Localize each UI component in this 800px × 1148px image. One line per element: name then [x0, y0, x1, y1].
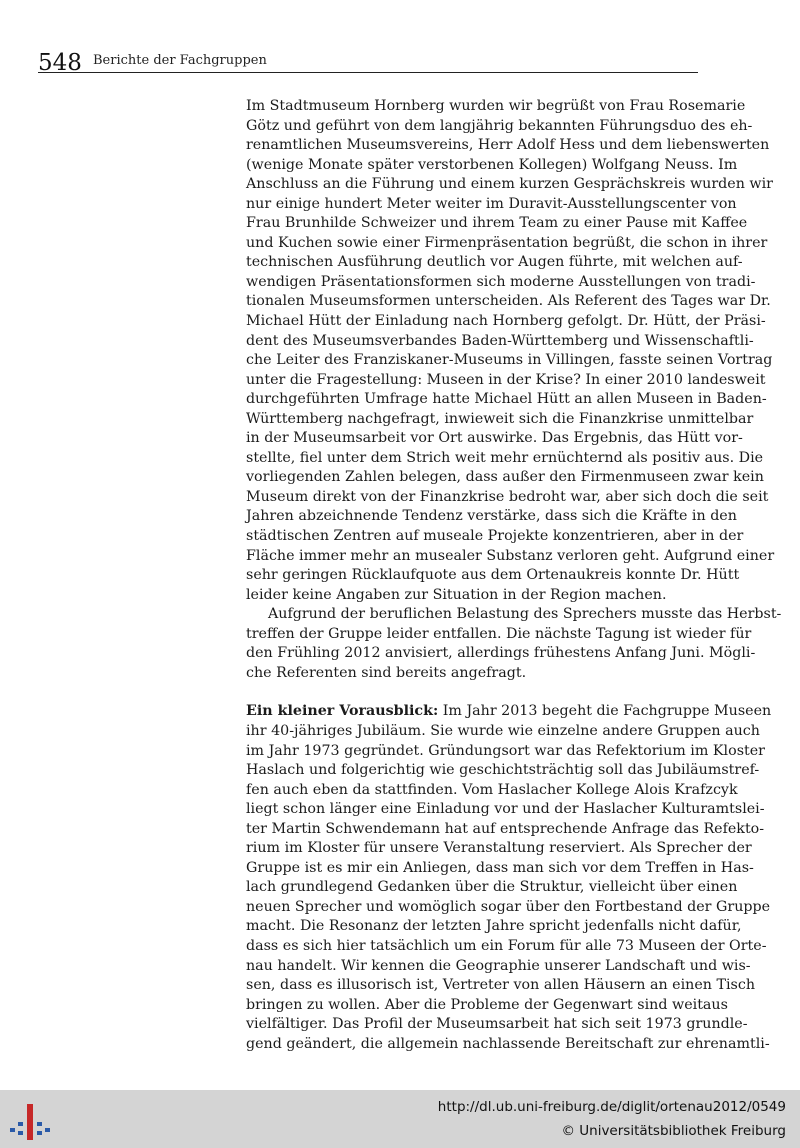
text-line: (wenige Monate später verstorbenen Kollegen) Wolfgang Neuss. Im	[246, 156, 738, 173]
text-line: Württemberg nachgefragt, inwieweit sich die Finanzkrise unmittelbar	[246, 410, 754, 427]
text-line: Im Stadtmuseum Hornberg wurden wir begrüßt von Frau Rosemarie	[246, 98, 746, 114]
body-text	[246, 97, 782, 1054]
text-line: Fläche immer mehr an musealer Substanz verloren geht. Aufgrund einer	[246, 547, 775, 564]
text-line: Museum direkt von der Finanzkrise bedroht war, aber sich doch die seit	[246, 488, 769, 505]
page-header	[38, 50, 698, 76]
text-line: rium im Kloster für unsere Veranstaltung reserviert. Als Sprecher der	[246, 840, 752, 857]
text-line: macht. Die Resonanz der letzten Jahre spricht jedenfalls nicht dafür,	[246, 918, 742, 935]
copyright-notice: © Universitätsbibliothek Freiburg	[561, 1123, 786, 1139]
text-line: tionalen Museumsformen unterscheiden. Als Referent des Tages war Dr.	[246, 293, 771, 310]
text-line: nau handelt. Wir kennen die Geographie unserer Landschaft und wis-	[246, 957, 751, 974]
text-line: vielfältiger. Das Profil der Museumsarbeit hat sich seit 1973 grundle-	[246, 1016, 748, 1033]
text-line: lach grundlegend Gedanken über die Struktur, vielleicht über einen	[246, 879, 738, 896]
text-line: neuen Sprecher und womöglich sogar über den Fortbestand der Gruppe	[246, 898, 771, 915]
text-line: Frau Brunhilde Schweizer und ihrem Team zu einer Pause mit Kaffee	[246, 215, 748, 232]
paragraph-herbsttreffen	[246, 605, 782, 683]
text-line: che Leiter des Franziskaner-Museums in Villingen, fasste seinen Vortrag	[246, 352, 773, 369]
text-line: che Referenten sind bereits angefragt.	[246, 664, 527, 681]
ub-freiburg-logo-icon[interactable]	[8, 1098, 54, 1142]
text-line: Aufgrund der beruflichen Belastung des Sprechers musste das Herbst-	[268, 606, 782, 623]
permalink-url[interactable]: http://dl.ub.uni-freiburg.de/diglit/ortenau2012/0549	[437, 1099, 786, 1115]
text-line: Jahren abzeichnende Tendenz verstärke, dass sich die Kräfte in den	[246, 508, 737, 525]
text-line: in der Museumsarbeit vor Ort auswirke. Das Ergebnis, das Hütt vor-	[246, 430, 743, 447]
text-line: sen, dass es illusorisch ist, Vertreter von allen Häusern an einen Tisch	[246, 977, 755, 994]
text-line: dent des Museumsverbandes Baden-Württemberg und Wissenschaftli-	[246, 332, 754, 349]
text-line: Götz und geführt von dem langjährig bekannten Führungsduo des eh-	[246, 117, 753, 134]
text-line: wendigen Präsentationsformen sich moderne Ausstellungen von tradi-	[246, 273, 756, 290]
text-line: liegt schon länger eine Einladung vor und der Haslacher Kulturamtslei-	[246, 801, 765, 818]
text-line: bringen zu wollen. Aber die Probleme der Gegenwart sind weitaus	[246, 996, 728, 1013]
text-line: im Jahr 1973 gegründet. Gründungsort war das Refektorium im Kloster	[246, 742, 765, 759]
text-line: sehr geringen Rücklaufquote aus dem Ortenaukreis konnte Dr. Hütt	[246, 567, 740, 584]
text-line	[246, 702, 772, 722]
text-line: leider keine Angaben zur Situation in der Region machen.	[246, 586, 667, 603]
text-line: stellte, fiel unter dem Strich weit mehr ernüchternd als positiv aus. Die	[246, 449, 764, 466]
text-line: städtischen Zentren auf museale Projekte konzentrieren, aber in der	[246, 528, 744, 545]
text-line: fen auch eben da stattfinden. Vom Haslacher Kollege Alois Krafzcyk	[246, 781, 738, 798]
text-line: renamtlichen Museumsvereins, Herr Adolf Hess und dem liebenswerten	[246, 137, 770, 154]
text-line: ter Martin Schwendemann hat auf entsprechende Anfrage das Refekto-	[246, 820, 765, 837]
text-line: Haslach und folgerichtig wie geschichtsträchtig soll das Jubiläumstref-	[246, 762, 760, 779]
text-line: den Frühling 2012 anvisiert, allerdings frühestens Anfang Juni. Mögli-	[246, 645, 756, 662]
text-line: Michael Hütt der Einladung nach Hornberg gefolgt. Dr. Hütt, der Präsi-	[246, 313, 766, 330]
text-line: Anschluss an die Führung und einem kurzen Gesprächskreis wurden wir	[246, 176, 773, 193]
page-number: 548	[38, 50, 82, 76]
text-line: ihr 40-jähriges Jubiläum. Sie wurde wie einzelne andere Gruppen auch	[246, 722, 760, 739]
text-line: und Kuchen sowie einer Firmenpräsentation begrüßt, die schon in ihrer	[246, 234, 768, 251]
text-line: gend geändert, die allgemein nachlassende Bereitschaft zur ehrenamtli-	[246, 1035, 770, 1052]
lead-in-heading: Ein kleiner Vorausblick:	[246, 703, 439, 720]
paragraph-gap	[246, 683, 698, 702]
text-line: nur einige hundert Meter weiter im Duravit-Ausstellungscenter von	[246, 195, 737, 212]
lead-in-rest: Im Jahr 2013 begeht die Fachgruppe Museen	[438, 703, 772, 720]
text-line: durchgeführten Umfrage hatte Michael Hütt an allen Museen in Baden-	[246, 391, 767, 408]
running-head: Berichte der Fachgruppen	[93, 53, 267, 68]
text-line: unter die Fragestellung: Museen in der Krise? In einer 2010 landesweit	[246, 371, 766, 388]
paragraph-vorausblick	[246, 702, 772, 1054]
text-line: technischen Ausführung deutlich vor Augen führte, mit welchen auf-	[246, 254, 743, 271]
paragraph-hornberg	[246, 97, 775, 605]
text-line: vorliegenden Zahlen belegen, dass außer den Firmenmuseen zwar kein	[246, 469, 764, 486]
text-line: Gruppe ist es mir ein Anliegen, dass man sich vor dem Treffen in Has-	[246, 859, 754, 876]
text-line: treffen der Gruppe leider entfallen. Die nächste Tagung ist wieder für	[246, 625, 752, 642]
footer-bar	[0, 1090, 800, 1148]
text-line: dass es sich hier tatsächlich um ein Forum für alle 73 Museen der Orte-	[246, 937, 767, 954]
